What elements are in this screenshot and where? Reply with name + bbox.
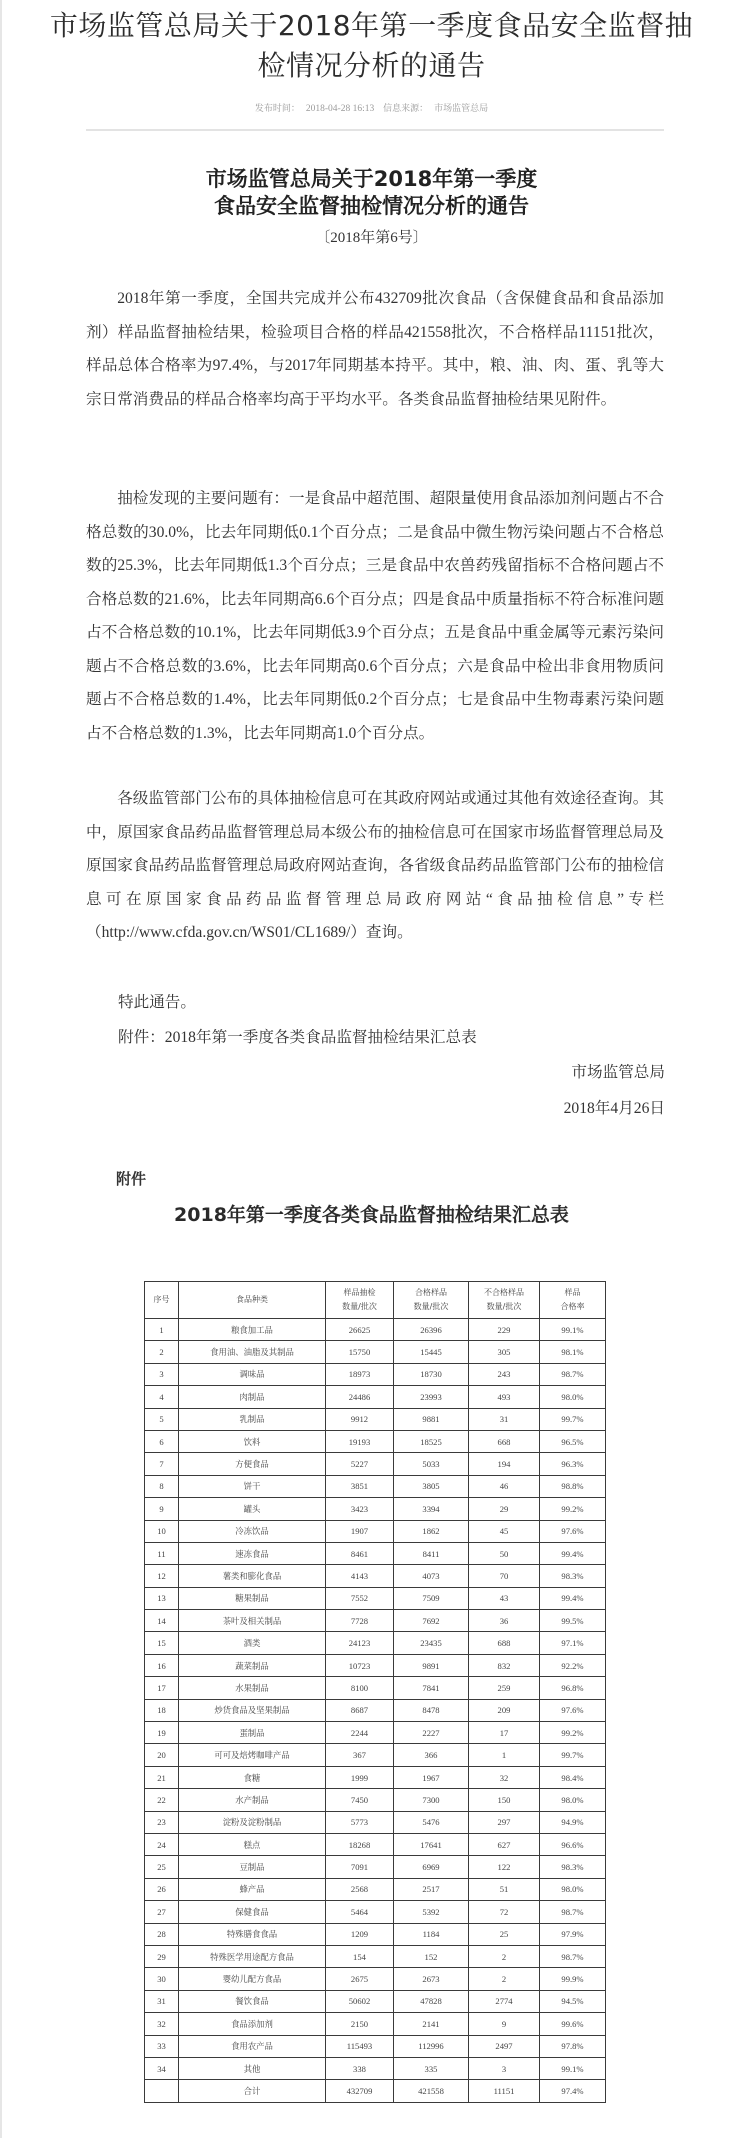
table-row: [145, 1587, 606, 1609]
cell-food-category: 冷冻饮品: [179, 1520, 326, 1542]
paragraph-summary: [86, 282, 664, 416]
header-line-1: 序号: [153, 1295, 170, 1304]
cell-passed-count: 15445: [394, 1341, 469, 1363]
header-pass-rate: [540, 1282, 606, 1319]
header-line-2: 数量/批次: [413, 1302, 449, 1311]
cell-sampled-count: 7728: [326, 1610, 394, 1632]
cell-index: 30: [145, 1968, 179, 1990]
paragraph-problems: [86, 482, 664, 750]
cell-passed-count: 2227: [394, 1722, 469, 1744]
cell-food-category: 合计: [179, 2080, 326, 2102]
table-row: [145, 1968, 606, 1990]
annex-label: 附件: [116, 1170, 147, 1188]
cell-pass-rate: 98.0%: [540, 1878, 606, 1900]
cell-failed-count: 31: [469, 1408, 540, 1430]
cell-failed-count: 194: [469, 1453, 540, 1475]
table-row: [145, 1341, 606, 1363]
table-row: [145, 1833, 606, 1855]
cell-food-category: 炒货食品及坚果制品: [179, 1699, 326, 1721]
cell-passed-count: 1967: [394, 1766, 469, 1788]
cell-passed-count: 23993: [394, 1386, 469, 1408]
cell-index: 33: [145, 2035, 179, 2057]
document-number: 〔2018年第6号〕: [315, 230, 428, 246]
cell-sampled-count: 7552: [326, 1587, 394, 1609]
cell-index: 10: [145, 1520, 179, 1542]
cell-sampled-count: 5464: [326, 1901, 394, 1923]
cell-passed-count: 18525: [394, 1430, 469, 1452]
document-title-line-2: 食品安全监督抽检情况分析的通告: [214, 194, 529, 218]
cell-food-category: 餐饮食品: [179, 1990, 326, 2012]
cell-passed-count: 47828: [394, 1990, 469, 2012]
table-row: [145, 1632, 606, 1654]
cell-sampled-count: 1907: [326, 1520, 394, 1542]
cell-food-category: 糕点: [179, 1833, 326, 1855]
cell-passed-count: 2673: [394, 1968, 469, 1990]
table-row: [145, 1520, 606, 1542]
header-line-2: 数量/批次: [342, 1302, 377, 1311]
cell-passed-count: 2141: [394, 2013, 469, 2035]
cell-failed-count: 297: [469, 1811, 540, 1833]
cell-index: 8: [145, 1475, 179, 1497]
table-row: [145, 1699, 606, 1721]
cell-passed-count: 8478: [394, 1699, 469, 1721]
table-row: [145, 1811, 606, 1833]
cell-passed-count: 335: [394, 2057, 469, 2079]
header-line-1: 不合格样品: [484, 1288, 524, 1297]
header-food-category: [179, 1282, 326, 1319]
cell-pass-rate: 99.2%: [540, 1498, 606, 1520]
cell-failed-count: 43: [469, 1587, 540, 1609]
cell-failed-count: 122: [469, 1856, 540, 1878]
cell-index: 2: [145, 1341, 179, 1363]
cell-pass-rate: 98.4%: [540, 1766, 606, 1788]
cell-failed-count: 25: [469, 1923, 540, 1945]
cell-pass-rate: 97.4%: [540, 2080, 606, 2102]
cell-food-category: 水产制品: [179, 1789, 326, 1811]
table-row: [145, 1475, 606, 1497]
table-row: [145, 1319, 606, 1341]
cell-passed-count: 112996: [394, 2035, 469, 2057]
header-sampled-count: [326, 1282, 394, 1319]
cell-pass-rate: 99.5%: [540, 1610, 606, 1632]
paragraph-query-info: [86, 782, 664, 950]
cell-failed-count: 32: [469, 1766, 540, 1788]
header-line-2: 合格率: [560, 1302, 585, 1311]
cell-pass-rate: 97.1%: [540, 1632, 606, 1654]
cell-passed-count: 9881: [394, 1408, 469, 1430]
cell-index: 29: [145, 1945, 179, 1967]
cell-failed-count: 2774: [469, 1990, 540, 2012]
cell-failed-count: 36: [469, 1610, 540, 1632]
article-meta: [0, 101, 743, 114]
table-header-row: [145, 1282, 606, 1319]
table-row: [145, 1542, 606, 1564]
cell-index: [145, 2080, 179, 2102]
cell-passed-count: 5476: [394, 1811, 469, 1833]
cell-passed-count: 8411: [394, 1542, 469, 1564]
cell-food-category: 食品添加剂: [179, 2013, 326, 2035]
cell-sampled-count: 338: [326, 2057, 394, 2079]
cell-sampled-count: 115493: [326, 2035, 394, 2057]
cell-index: 17: [145, 1677, 179, 1699]
table-row: [145, 1453, 606, 1475]
table-row: [145, 2035, 606, 2057]
cell-food-category: 蛋制品: [179, 1722, 326, 1744]
cell-passed-count: 5392: [394, 1901, 469, 1923]
cell-pass-rate: 97.9%: [540, 1923, 606, 1945]
cell-pass-rate: 99.2%: [540, 1722, 606, 1744]
paragraph-text: 抽检发现的主要问题有：一是食品中超范围、超限量使用食品添加剂问题占不合格总数的30.0%，比去年同期低0.1个百分点；二是食品中微生物污染问题占不合格总数的25.3%，比去年同期低1.3个百分点；三是食品中农兽药残留指标不合格问题占不合格总数的21.6%，比去年同期高6.6个百分点；四是食品中质量指标不符合标准问题占不合格总数的10.1%，比去年同期低3.9个百分点；五是食品中重金属等元素污染问题占不合格总数的3.6%，比去年同期高0.6个百分点；六是食品中检出非食用物质问题占不合格总数的1.4%，比去年同期低0.2个百分点；七是食品中生物毒素污染问题占不合格总数的1.3%，比去年同期高1.0个百分点。: [86, 490, 664, 742]
table-row: [145, 1901, 606, 1923]
table-row: [145, 1990, 606, 2012]
cell-failed-count: 2: [469, 1945, 540, 1967]
cell-failed-count: 1: [469, 1744, 540, 1766]
cell-sampled-count: 432709: [326, 2080, 394, 2102]
table-row: [145, 2057, 606, 2079]
cell-failed-count: 243: [469, 1363, 540, 1385]
cell-passed-count: 1184: [394, 1923, 469, 1945]
cell-pass-rate: 94.5%: [540, 1990, 606, 2012]
cell-passed-count: 366: [394, 1744, 469, 1766]
cell-sampled-count: 2150: [326, 2013, 394, 2035]
cell-food-category: 蔬菜制品: [179, 1654, 326, 1676]
cell-index: 23: [145, 1811, 179, 1833]
cell-sampled-count: 2675: [326, 1968, 394, 1990]
publish-time: 2018-04-28 16:13: [305, 104, 375, 114]
cell-food-category: 饼干: [179, 1475, 326, 1497]
page-title: 市场监管总局关于2018年第一季度食品安全监督抽检情况分析的通告: [49, 9, 694, 82]
cell-sampled-count: 10723: [326, 1654, 394, 1676]
cell-passed-count: 7509: [394, 1587, 469, 1609]
header-divider: [86, 129, 664, 131]
cell-index: 34: [145, 2057, 179, 2079]
table-row: [145, 1945, 606, 1967]
cell-sampled-count: 1209: [326, 1923, 394, 1945]
cell-food-category: 淀粉及淀粉制品: [179, 1811, 326, 1833]
cell-food-category: 薯类和膨化食品: [179, 1565, 326, 1587]
cell-passed-count: 7300: [394, 1789, 469, 1811]
cell-food-category: 调味品: [179, 1363, 326, 1385]
cell-sampled-count: 15750: [326, 1341, 394, 1363]
cell-food-category: 豆制品: [179, 1856, 326, 1878]
cell-passed-count: 17641: [394, 1833, 469, 1855]
cell-failed-count: 29: [469, 1498, 540, 1520]
cell-food-category: 食用农产品: [179, 2035, 326, 2057]
cell-food-category: 食用油、油脂及其制品: [179, 1341, 326, 1363]
cell-passed-count: 3394: [394, 1498, 469, 1520]
cell-sampled-count: 367: [326, 1744, 394, 1766]
cell-food-category: 酒类: [179, 1632, 326, 1654]
cell-index: 24: [145, 1833, 179, 1855]
signatory: 市场监管总局: [571, 1064, 665, 1081]
cell-sampled-count: 4143: [326, 1565, 394, 1587]
cell-index: 25: [145, 1856, 179, 1878]
cell-passed-count: 2517: [394, 1878, 469, 1900]
cell-sampled-count: 3851: [326, 1475, 394, 1497]
cell-failed-count: 305: [469, 1341, 540, 1363]
cell-index: 26: [145, 1878, 179, 1900]
cell-passed-count: 7841: [394, 1677, 469, 1699]
header-failed-count: [469, 1282, 540, 1319]
cell-index: 7: [145, 1453, 179, 1475]
cell-passed-count: 26396: [394, 1319, 469, 1341]
cell-pass-rate: 98.7%: [540, 1945, 606, 1967]
cell-index: 1: [145, 1319, 179, 1341]
cell-index: 22: [145, 1789, 179, 1811]
cell-failed-count: 70: [469, 1565, 540, 1587]
cell-food-category: 罐头: [179, 1498, 326, 1520]
cell-passed-count: 18730: [394, 1363, 469, 1385]
cell-food-category: 蜂产品: [179, 1878, 326, 1900]
cell-failed-count: 3: [469, 2057, 540, 2079]
cell-pass-rate: 98.3%: [540, 1856, 606, 1878]
cell-failed-count: 688: [469, 1632, 540, 1654]
cell-sampled-count: 2244: [326, 1722, 394, 1744]
cell-failed-count: 259: [469, 1677, 540, 1699]
table-total-row: [145, 2080, 606, 2102]
cell-pass-rate: 97.8%: [540, 2035, 606, 2057]
table-row: [145, 1498, 606, 1520]
cell-sampled-count: 5773: [326, 1811, 394, 1833]
cell-pass-rate: 97.6%: [540, 1520, 606, 1542]
table-row: [145, 1722, 606, 1744]
cell-failed-count: 11151: [469, 2080, 540, 2102]
table-row: [145, 1789, 606, 1811]
source-value: 市场监管总局: [434, 104, 489, 114]
cell-failed-count: 2: [469, 1968, 540, 1990]
cell-sampled-count: 18973: [326, 1363, 394, 1385]
cell-index: 21: [145, 1766, 179, 1788]
cell-failed-count: 45: [469, 1520, 540, 1542]
cell-pass-rate: 94.9%: [540, 1811, 606, 1833]
cell-passed-count: 5033: [394, 1453, 469, 1475]
cell-failed-count: 50: [469, 1542, 540, 1564]
cell-sampled-count: 24123: [326, 1632, 394, 1654]
cell-pass-rate: 98.0%: [540, 1386, 606, 1408]
table-row: [145, 1408, 606, 1430]
cell-index: 31: [145, 1990, 179, 2012]
table-body: [145, 1319, 606, 2103]
header-index: [145, 1282, 179, 1319]
cell-sampled-count: 5227: [326, 1453, 394, 1475]
cell-index: 11: [145, 1542, 179, 1564]
cell-food-category: 水果制品: [179, 1677, 326, 1699]
cell-pass-rate: 99.4%: [540, 1587, 606, 1609]
cell-failed-count: 493: [469, 1386, 540, 1408]
cell-sampled-count: 3423: [326, 1498, 394, 1520]
cell-failed-count: 9: [469, 2013, 540, 2035]
cell-index: 5: [145, 1408, 179, 1430]
cell-index: 13: [145, 1587, 179, 1609]
table-row: [145, 1766, 606, 1788]
cell-sampled-count: 9912: [326, 1408, 394, 1430]
cell-index: 6: [145, 1430, 179, 1452]
cell-food-category: 糖果制品: [179, 1587, 326, 1609]
cell-sampled-count: 1999: [326, 1766, 394, 1788]
cell-index: 27: [145, 1901, 179, 1923]
source-label: 信息来源：: [383, 104, 429, 114]
cell-index: 9: [145, 1498, 179, 1520]
cell-pass-rate: 99.1%: [540, 1319, 606, 1341]
header-line-1: 食品种类: [236, 1295, 268, 1304]
table-row: [145, 1677, 606, 1699]
cell-failed-count: 46: [469, 1475, 540, 1497]
cell-sampled-count: 2568: [326, 1878, 394, 1900]
cell-sampled-count: 8461: [326, 1542, 394, 1564]
cell-pass-rate: 98.1%: [540, 1341, 606, 1363]
cell-index: 20: [145, 1744, 179, 1766]
cell-food-category: 特殊医学用途配方食品: [179, 1945, 326, 1967]
table-row: [145, 1654, 606, 1676]
cell-sampled-count: 24486: [326, 1386, 394, 1408]
signature-date: 2018年4月26日: [563, 1100, 665, 1117]
cell-passed-count: 152: [394, 1945, 469, 1967]
cell-failed-count: 229: [469, 1319, 540, 1341]
cell-index: 32: [145, 2013, 179, 2035]
cell-failed-count: 17: [469, 1722, 540, 1744]
cell-sampled-count: 18268: [326, 1833, 394, 1855]
document-title: [0, 166, 743, 220]
paragraph-text: 2018年第一季度，全国共完成并公布432709批次食品（含保健食品和食品添加剂）样品监督抽检结果，检验项目合格的样品421558批次，不合格样品11151批次，样品总体合格率为97.4%，与2017年同期基本持平。其中，粮、油、肉、蛋、乳等大宗日常消费品的样品合格率均高于平均水平。各类食品监督抽检结果见附件。: [86, 290, 664, 408]
table-row: [145, 1565, 606, 1587]
table-row: [145, 1923, 606, 1945]
cell-index: 18: [145, 1699, 179, 1721]
cell-passed-count: 9891: [394, 1654, 469, 1676]
cell-sampled-count: 154: [326, 1945, 394, 1967]
header-passed-count: [394, 1282, 469, 1319]
page-left-border: [0, 0, 2, 2138]
table-row: [145, 1856, 606, 1878]
cell-pass-rate: 96.8%: [540, 1677, 606, 1699]
cell-passed-count: 6969: [394, 1856, 469, 1878]
cell-pass-rate: 98.3%: [540, 1565, 606, 1587]
cell-food-category: 可可及焙烤咖啡产品: [179, 1744, 326, 1766]
cell-index: 16: [145, 1654, 179, 1676]
cell-failed-count: 668: [469, 1430, 540, 1452]
cell-index: 3: [145, 1363, 179, 1385]
table-row: [145, 1878, 606, 1900]
cell-index: 19: [145, 1722, 179, 1744]
header-line-1: 合格样品: [415, 1288, 447, 1297]
cell-failed-count: 2497: [469, 2035, 540, 2057]
table-row: [145, 1610, 606, 1632]
cell-food-category: 粮食加工品: [179, 1319, 326, 1341]
cell-sampled-count: 7091: [326, 1856, 394, 1878]
cell-sampled-count: 8687: [326, 1699, 394, 1721]
cell-passed-count: 1862: [394, 1520, 469, 1542]
table-row: [145, 1363, 606, 1385]
cell-sampled-count: 8100: [326, 1677, 394, 1699]
cell-sampled-count: 7450: [326, 1789, 394, 1811]
table-row: [145, 1430, 606, 1452]
cell-food-category: 婴幼儿配方食品: [179, 1968, 326, 1990]
cell-pass-rate: 96.3%: [540, 1453, 606, 1475]
paragraph-text: 各级监管部门公布的具体抽检信息可在其政府网站或通过其他有效途径查询。其中，原国家食品药品监督管理总局本级公布的抽检信息可在国家市场监督管理总局及原国家食品药品监督管理总局政府网站查询，各省级食品药品监管部门公布的抽检信息可在原国家食品药品监督管理总局政府网站“食品抽检信息”专栏（http://www.cfda.gov.cn/WS01/CL1689/）查询。: [86, 790, 664, 941]
table-row: [145, 2013, 606, 2035]
cell-failed-count: 150: [469, 1789, 540, 1811]
cell-index: 4: [145, 1386, 179, 1408]
cell-failed-count: 72: [469, 1901, 540, 1923]
cell-pass-rate: 99.7%: [540, 1408, 606, 1430]
cell-pass-rate: 99.6%: [540, 2013, 606, 2035]
document-title-line-1: 市场监管总局关于2018年第一季度: [205, 167, 538, 191]
cell-index: 14: [145, 1610, 179, 1632]
cell-food-category: 饮料: [179, 1430, 326, 1452]
cell-index: 28: [145, 1923, 179, 1945]
cell-pass-rate: 99.9%: [540, 1968, 606, 1990]
cell-food-category: 特殊膳食食品: [179, 1923, 326, 1945]
cell-failed-count: 51: [469, 1878, 540, 1900]
cell-pass-rate: 97.6%: [540, 1699, 606, 1721]
table-row: [145, 1386, 606, 1408]
cell-pass-rate: 96.6%: [540, 1833, 606, 1855]
cell-sampled-count: 50602: [326, 1990, 394, 2012]
cell-passed-count: 3805: [394, 1475, 469, 1497]
cell-pass-rate: 99.7%: [540, 1744, 606, 1766]
table-row: [145, 1744, 606, 1766]
cell-pass-rate: 99.1%: [540, 2057, 606, 2079]
summary-table: [144, 1281, 606, 2103]
cell-food-category: 茶叶及相关制品: [179, 1610, 326, 1632]
cell-food-category: 其他: [179, 2057, 326, 2079]
cell-failed-count: 209: [469, 1699, 540, 1721]
annex-title: 2018年第一季度各类食品监督抽检结果汇总表: [174, 1204, 569, 1226]
cell-pass-rate: 98.8%: [540, 1475, 606, 1497]
cell-food-category: 保健食品: [179, 1901, 326, 1923]
cell-failed-count: 832: [469, 1654, 540, 1676]
cell-food-category: 方便食品: [179, 1453, 326, 1475]
cell-pass-rate: 92.2%: [540, 1654, 606, 1676]
cell-passed-count: 23435: [394, 1632, 469, 1654]
cell-passed-count: 7692: [394, 1610, 469, 1632]
cell-pass-rate: 96.5%: [540, 1430, 606, 1452]
cell-food-category: 食糖: [179, 1766, 326, 1788]
cell-food-category: 乳制品: [179, 1408, 326, 1430]
attachment-reference: 附件：2018年第一季度各类食品监督抽检结果汇总表: [118, 1029, 477, 1046]
cell-sampled-count: 19193: [326, 1430, 394, 1452]
closing-line: 特此通告。: [118, 994, 196, 1011]
cell-sampled-count: 26625: [326, 1319, 394, 1341]
cell-pass-rate: 98.7%: [540, 1901, 606, 1923]
cell-pass-rate: 99.4%: [540, 1542, 606, 1564]
cell-pass-rate: 98.7%: [540, 1363, 606, 1385]
cell-failed-count: 627: [469, 1833, 540, 1855]
header-line-1: 样品抽检: [343, 1288, 376, 1297]
cell-food-category: 肉制品: [179, 1386, 326, 1408]
publish-time-label: 发布时间：: [254, 104, 300, 114]
cell-passed-count: 421558: [394, 2080, 469, 2102]
cell-index: 15: [145, 1632, 179, 1654]
cell-index: 12: [145, 1565, 179, 1587]
header-line-1: 样品: [564, 1288, 581, 1297]
header-line-2: 数量/批次: [486, 1302, 522, 1311]
cell-passed-count: 4073: [394, 1565, 469, 1587]
cell-pass-rate: 98.0%: [540, 1789, 606, 1811]
cell-food-category: 速冻食品: [179, 1542, 326, 1564]
